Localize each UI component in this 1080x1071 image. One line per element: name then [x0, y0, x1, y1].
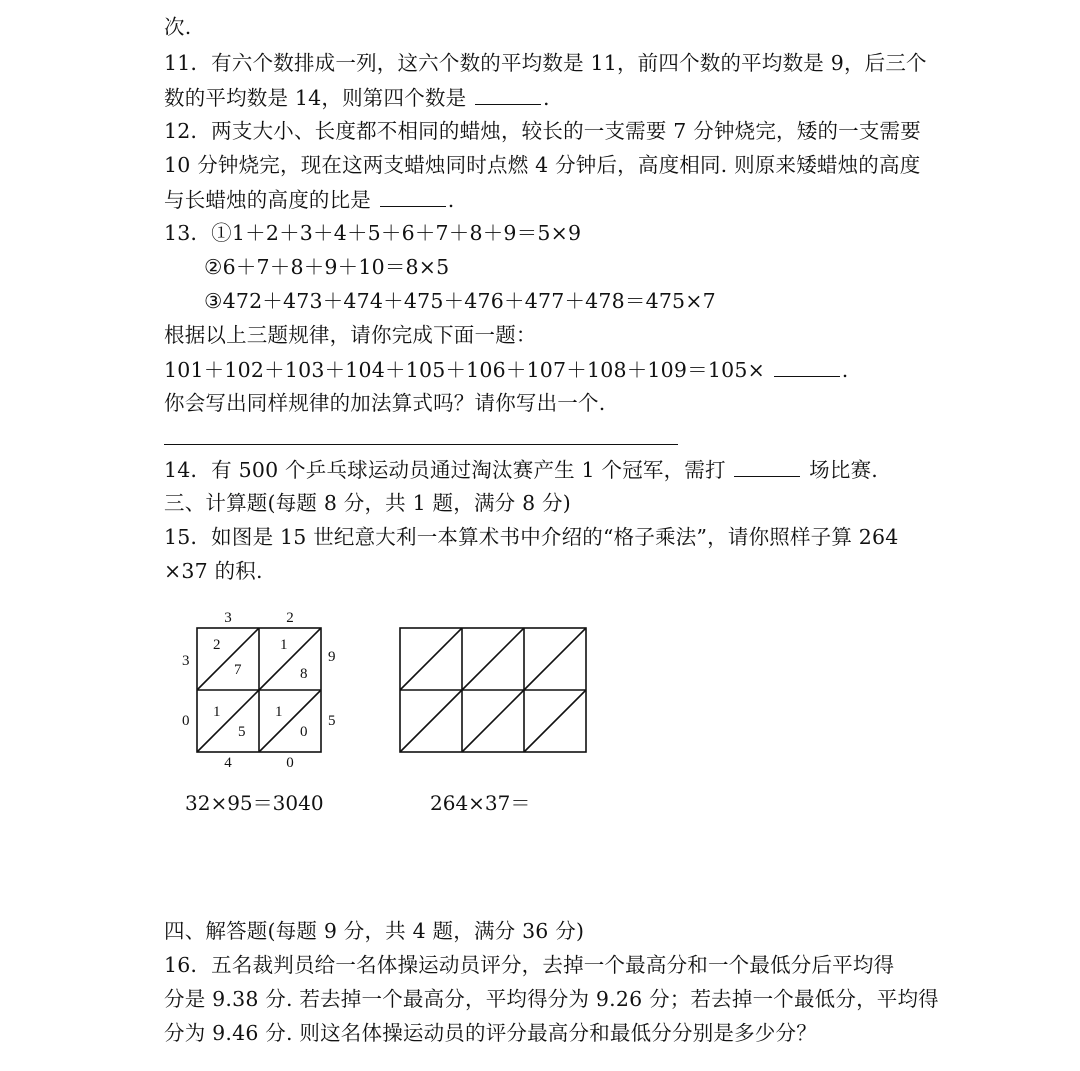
- period: .: [543, 86, 550, 110]
- answer-blank[interactable]: [475, 84, 541, 105]
- answer-blank[interactable]: [380, 186, 446, 207]
- question-11-line-1: 11．有六个数排成一列，这六个数的平均数是 11，前四个数的平均数是 9，后三个: [164, 51, 927, 75]
- lattice-cell-ones: 5: [238, 724, 246, 740]
- question-13-task: [164, 356, 848, 383]
- question-13-equation: 101＋102＋103＋104＋105＋106＋107＋108＋109＝105×: [164, 358, 765, 382]
- section-4-heading: 四、解答题(每题 9 分，共 4 题，满分 36 分): [164, 919, 585, 943]
- lattice-right-digit: 5: [328, 713, 336, 729]
- lattice-bottom-digit: 0: [286, 755, 294, 771]
- question-12-line-1: 12．两支大小、长度都不相同的蜡烛，较长的一支需要 7 分钟烧完，矮的一支需要: [164, 119, 921, 143]
- lattice-cell-tens: 1: [275, 704, 283, 720]
- question-14: [164, 456, 878, 483]
- lattice-blank-diagram[interactable]: [398, 626, 588, 754]
- lattice-cell-ones: 7: [234, 662, 242, 678]
- lattice-left-digit: 3: [182, 653, 190, 669]
- question-16-line-1: 16．五名裁判员给一名体操运动员评分，去掉一个最高分和一个最低分后平均得: [164, 953, 895, 977]
- question-13-instruction: 根据以上三题规律，请你完成下面一题：: [164, 323, 537, 347]
- question-14-suffix: 场比赛.: [809, 458, 878, 482]
- question-15-line-2: ×37 的积.: [164, 559, 263, 583]
- section-3-heading: 三、计算题(每题 8 分，共 1 题，满分 8 分): [164, 491, 571, 515]
- lattice-top-digit: 3: [224, 610, 232, 626]
- question-13-prompt: 你会写出同样规律的加法算式吗？请你写出一个.: [164, 391, 606, 415]
- question-13-item-3: ③472＋473＋474＋475＋476＋477＋478＝475×7: [204, 289, 716, 313]
- lattice-cell-tens: 1: [280, 637, 288, 653]
- text-line: 次.: [164, 15, 192, 39]
- lattice-cell-tens: 1: [213, 704, 221, 720]
- diagonal-line: [400, 628, 462, 690]
- lattice-example-diagram: [168, 604, 348, 776]
- question-14-text: 14．有 500 个乒乓球运动员通过淘汰赛产生 1 个冠军，需打: [164, 458, 726, 482]
- lattice-cell-ones: 8: [300, 666, 308, 682]
- diagonal-line: [197, 690, 259, 752]
- period: .: [841, 358, 849, 382]
- lattice-cell-tens: 2: [213, 637, 221, 653]
- lattice-cell-ones: 0: [300, 724, 308, 740]
- answer-blank[interactable]: [774, 356, 840, 377]
- lattice-right-digit: 9: [328, 649, 336, 665]
- diagonal-line: [462, 628, 524, 690]
- period: .: [447, 188, 455, 212]
- question-15-line-1: 15．如图是 15 世纪意大利一本算术书中介绍的“格子乘法”，请你照样子算 264: [164, 525, 899, 549]
- diagonal-line: [524, 628, 586, 690]
- lattice-blank-caption: 264×37＝: [430, 791, 531, 815]
- question-11-text: 数的平均数是 14，则第四个数是: [164, 86, 467, 110]
- diagonal-line: [197, 628, 259, 690]
- answer-blank[interactable]: [734, 456, 800, 477]
- question-11-line-2: [164, 84, 550, 111]
- question-16-line-3: 分为 9.46 分. 则这名体操运动员的评分最高分和最低分分别是多少分？: [164, 1021, 817, 1045]
- diagonal-line: [259, 628, 321, 690]
- lattice-left-digit: 0: [182, 713, 190, 729]
- question-13-item-1: 13．①1＋2＋3＋4＋5＋6＋7＋8＋9＝5×9: [164, 221, 582, 245]
- diagonal-line: [524, 690, 586, 752]
- question-12-line-3: [164, 186, 454, 213]
- lattice-top-digit: 2: [286, 610, 294, 626]
- answer-line[interactable]: [164, 444, 678, 445]
- question-13-item-2: ②6＋7＋8＋9＋10＝8×5: [204, 255, 450, 279]
- question-12-text: 与长蜡烛的高度的比是: [164, 188, 371, 212]
- diagonal-line: [462, 690, 524, 752]
- question-16-line-2: 分是 9.38 分. 若去掉一个最高分，平均得分为 9.26 分；若去掉一个最低分，平均得: [164, 987, 939, 1011]
- diagonal-line: [400, 690, 462, 752]
- lattice-bottom-digit: 4: [224, 755, 232, 771]
- question-12-line-2: 10 分钟烧完，现在这两支蜡烛同时点燃 4 分钟后，高度相同. 则原来矮蜡烛的高度: [164, 153, 921, 177]
- lattice-example-caption: 32×95＝3040: [185, 791, 324, 815]
- diagonal-line: [259, 690, 321, 752]
